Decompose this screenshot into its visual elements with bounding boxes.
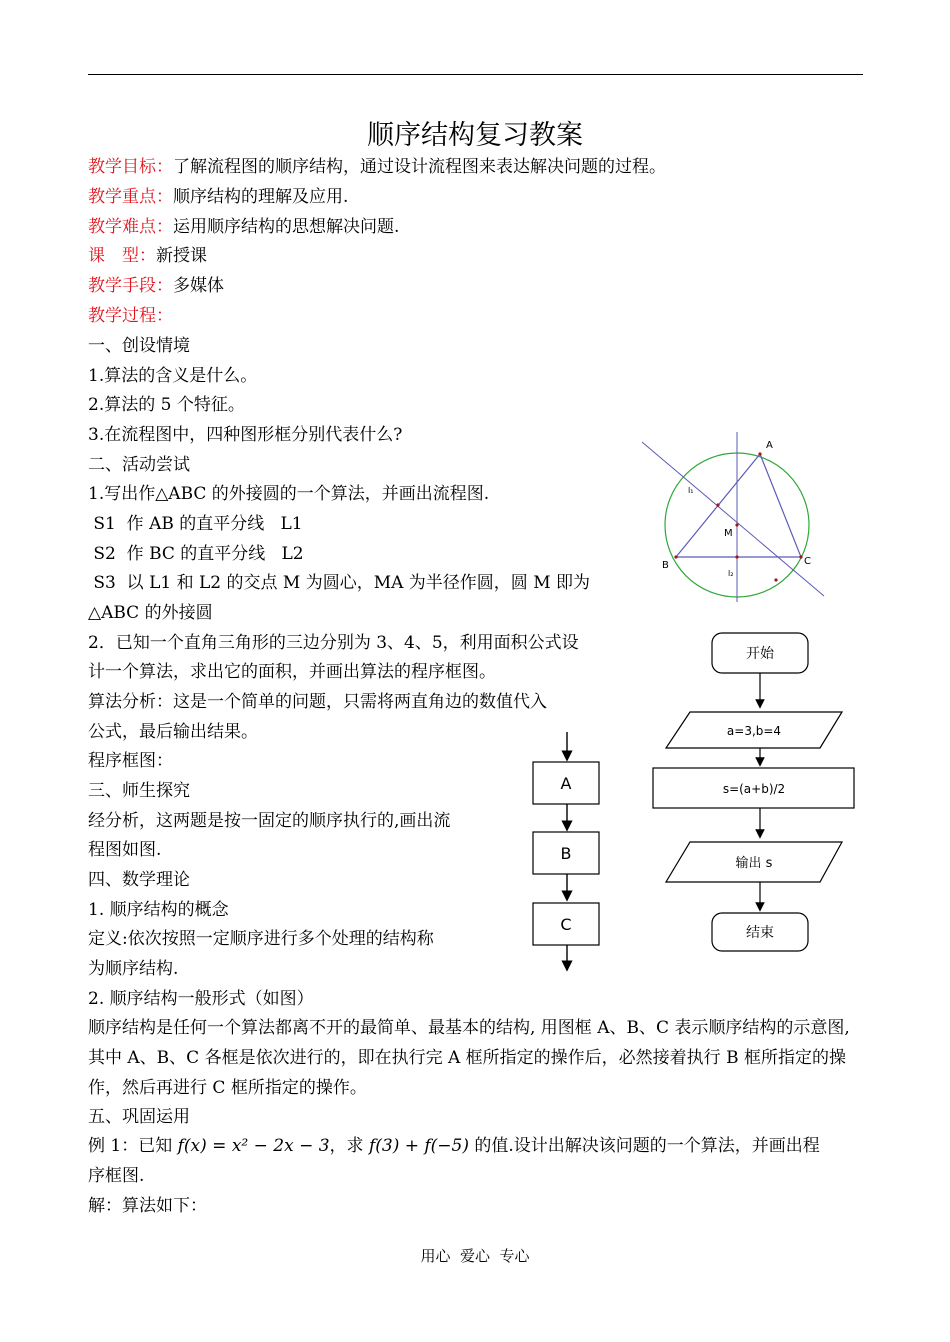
page-footer: 用心 爱心 专心 [420,1247,530,1265]
point-c [799,555,802,558]
solution-line: 解：算法如下： [88,1196,207,1216]
meta-line-difficulty [88,215,399,239]
label-c: C [804,556,811,567]
body-line: S1 作 AB 的直平分线 L1 [88,514,303,534]
seq-label-c: C [560,915,572,934]
meta-line-focus [88,185,348,209]
meta-label: 课 型： [88,246,156,266]
meta-label: 教学难点： [88,217,173,237]
label-m: M [724,528,733,539]
section-heading: 四、数学理论 [88,870,190,890]
seq-label-a: A [560,774,572,793]
meta-line-goal [88,155,666,179]
section-heading: 三、师生探究 [88,781,190,801]
example-line-2: 序框图. [88,1166,145,1186]
end-label: 结束 [746,925,774,941]
body-line: 定义:依次按照一定顺序进行多个处理的结构称 [88,929,434,949]
point-a [758,452,761,455]
example-formula: f(x) = x² − 2x − 3 [177,1136,330,1156]
body-line: 1. 顺序结构的概念 [88,900,229,920]
midpoint-ab [716,503,719,506]
meta-text: 运用顺序结构的思想解决问题. [173,217,400,237]
meta-line-process [88,304,173,328]
label-a: A [766,440,773,451]
meta-label: 教学目标： [88,157,173,177]
body-line: 算法分析：这是一个简单的问题，只需将两直角边的数值代入 [88,692,547,712]
example-lead: 例 1：已知 [88,1136,178,1156]
input-label: a=3,b=4 [726,724,782,738]
meta-label: 教学过程： [88,306,173,326]
flowchart [650,630,860,960]
meta-label: 教学重点： [88,187,173,207]
sequence-paragraph: 顺序结构是任何一个算法都离不开的最简单、最基本的结构, 用图框 A、B、C 表示顺序结构的示意图, 其中 A、B、C 各框是依次进行的，即在执行完 A 框所指定的操作后，必然接着执行 B 框所指定的操作，然后再进行 C 框所指定的操作。 [88,1018,850,1098]
meta-text: 了解流程图的顺序结构，通过设计流程图来表达解决问题的过程。 [173,157,666,177]
seq-label-b: B [560,844,572,863]
label-l1: l₁ [688,486,694,495]
example-tail: 的值.设计出解决该问题的一个算法，并画出程 [469,1136,820,1156]
body-line: 为顺序结构. [88,959,179,979]
body-line: 程序框图： [88,751,173,771]
example-mid: ，求 [329,1136,369,1156]
page-title: 顺序结构复习教案 [367,120,583,151]
body-line: 2．已知一个直角三角形的三边分别为 3、4、5，利用面积公式设 [88,633,579,653]
body-line: 1.写出作△ABC 的外接圆的一个算法，并画出流程图. [88,484,490,504]
example-query: f(3) + f(−5) [368,1136,469,1156]
meta-line-means [88,274,224,298]
output-label: 输出 s [735,856,773,871]
body-line: 计一个算法，求出它的面积，并画出算法的程序框图。 [88,662,496,682]
label-b: B [662,560,669,571]
body-line: 经分析，这两题是按一固定的顺序执行的,画出流 [88,811,451,831]
section-heading: 一、创设情境 [88,336,190,356]
meta-line-type [88,244,207,268]
arc-point [774,578,777,581]
circumcircle-figure [640,430,840,605]
body-line: 2. 顺序结构一般形式（如图） [88,989,314,1009]
body-line: 3.在流程图中，四种图形框分别代表什么? [88,425,403,445]
meta-text: 多媒体 [173,276,224,296]
meta-label: 教学手段： [88,276,173,296]
point-m [735,523,738,526]
body-line: S3 以 L1 和 L2 的交点 M 为圆心，MA 为半径作圆，圆 M 即为 [88,573,591,593]
body-line: 2.算法的 5 个特征。 [88,395,245,415]
body-line: 公式，最后输出结果。 [88,722,258,742]
start-label: 开始 [746,646,774,662]
body-line: △ABC 的外接圆 [88,603,213,623]
meta-text: 新授课 [156,246,207,266]
section-heading: 二、活动尝试 [88,455,190,475]
section-heading: 五、巩固运用 [88,1107,190,1127]
example-line [88,1134,820,1158]
body-line: S2 作 BC 的直平分线 L2 [88,544,304,564]
midpoint-bc [735,555,738,558]
label-l2: l₂ [728,569,734,578]
point-b [674,555,677,558]
body-line: 1.算法的含义是什么。 [88,366,258,386]
sequence-diagram [525,728,615,978]
header-rule [88,74,863,75]
meta-text: 顺序结构的理解及应用. [173,187,349,207]
process-label: s=(a+b)/2 [722,782,786,796]
body-line: 程图如图. [88,840,162,860]
